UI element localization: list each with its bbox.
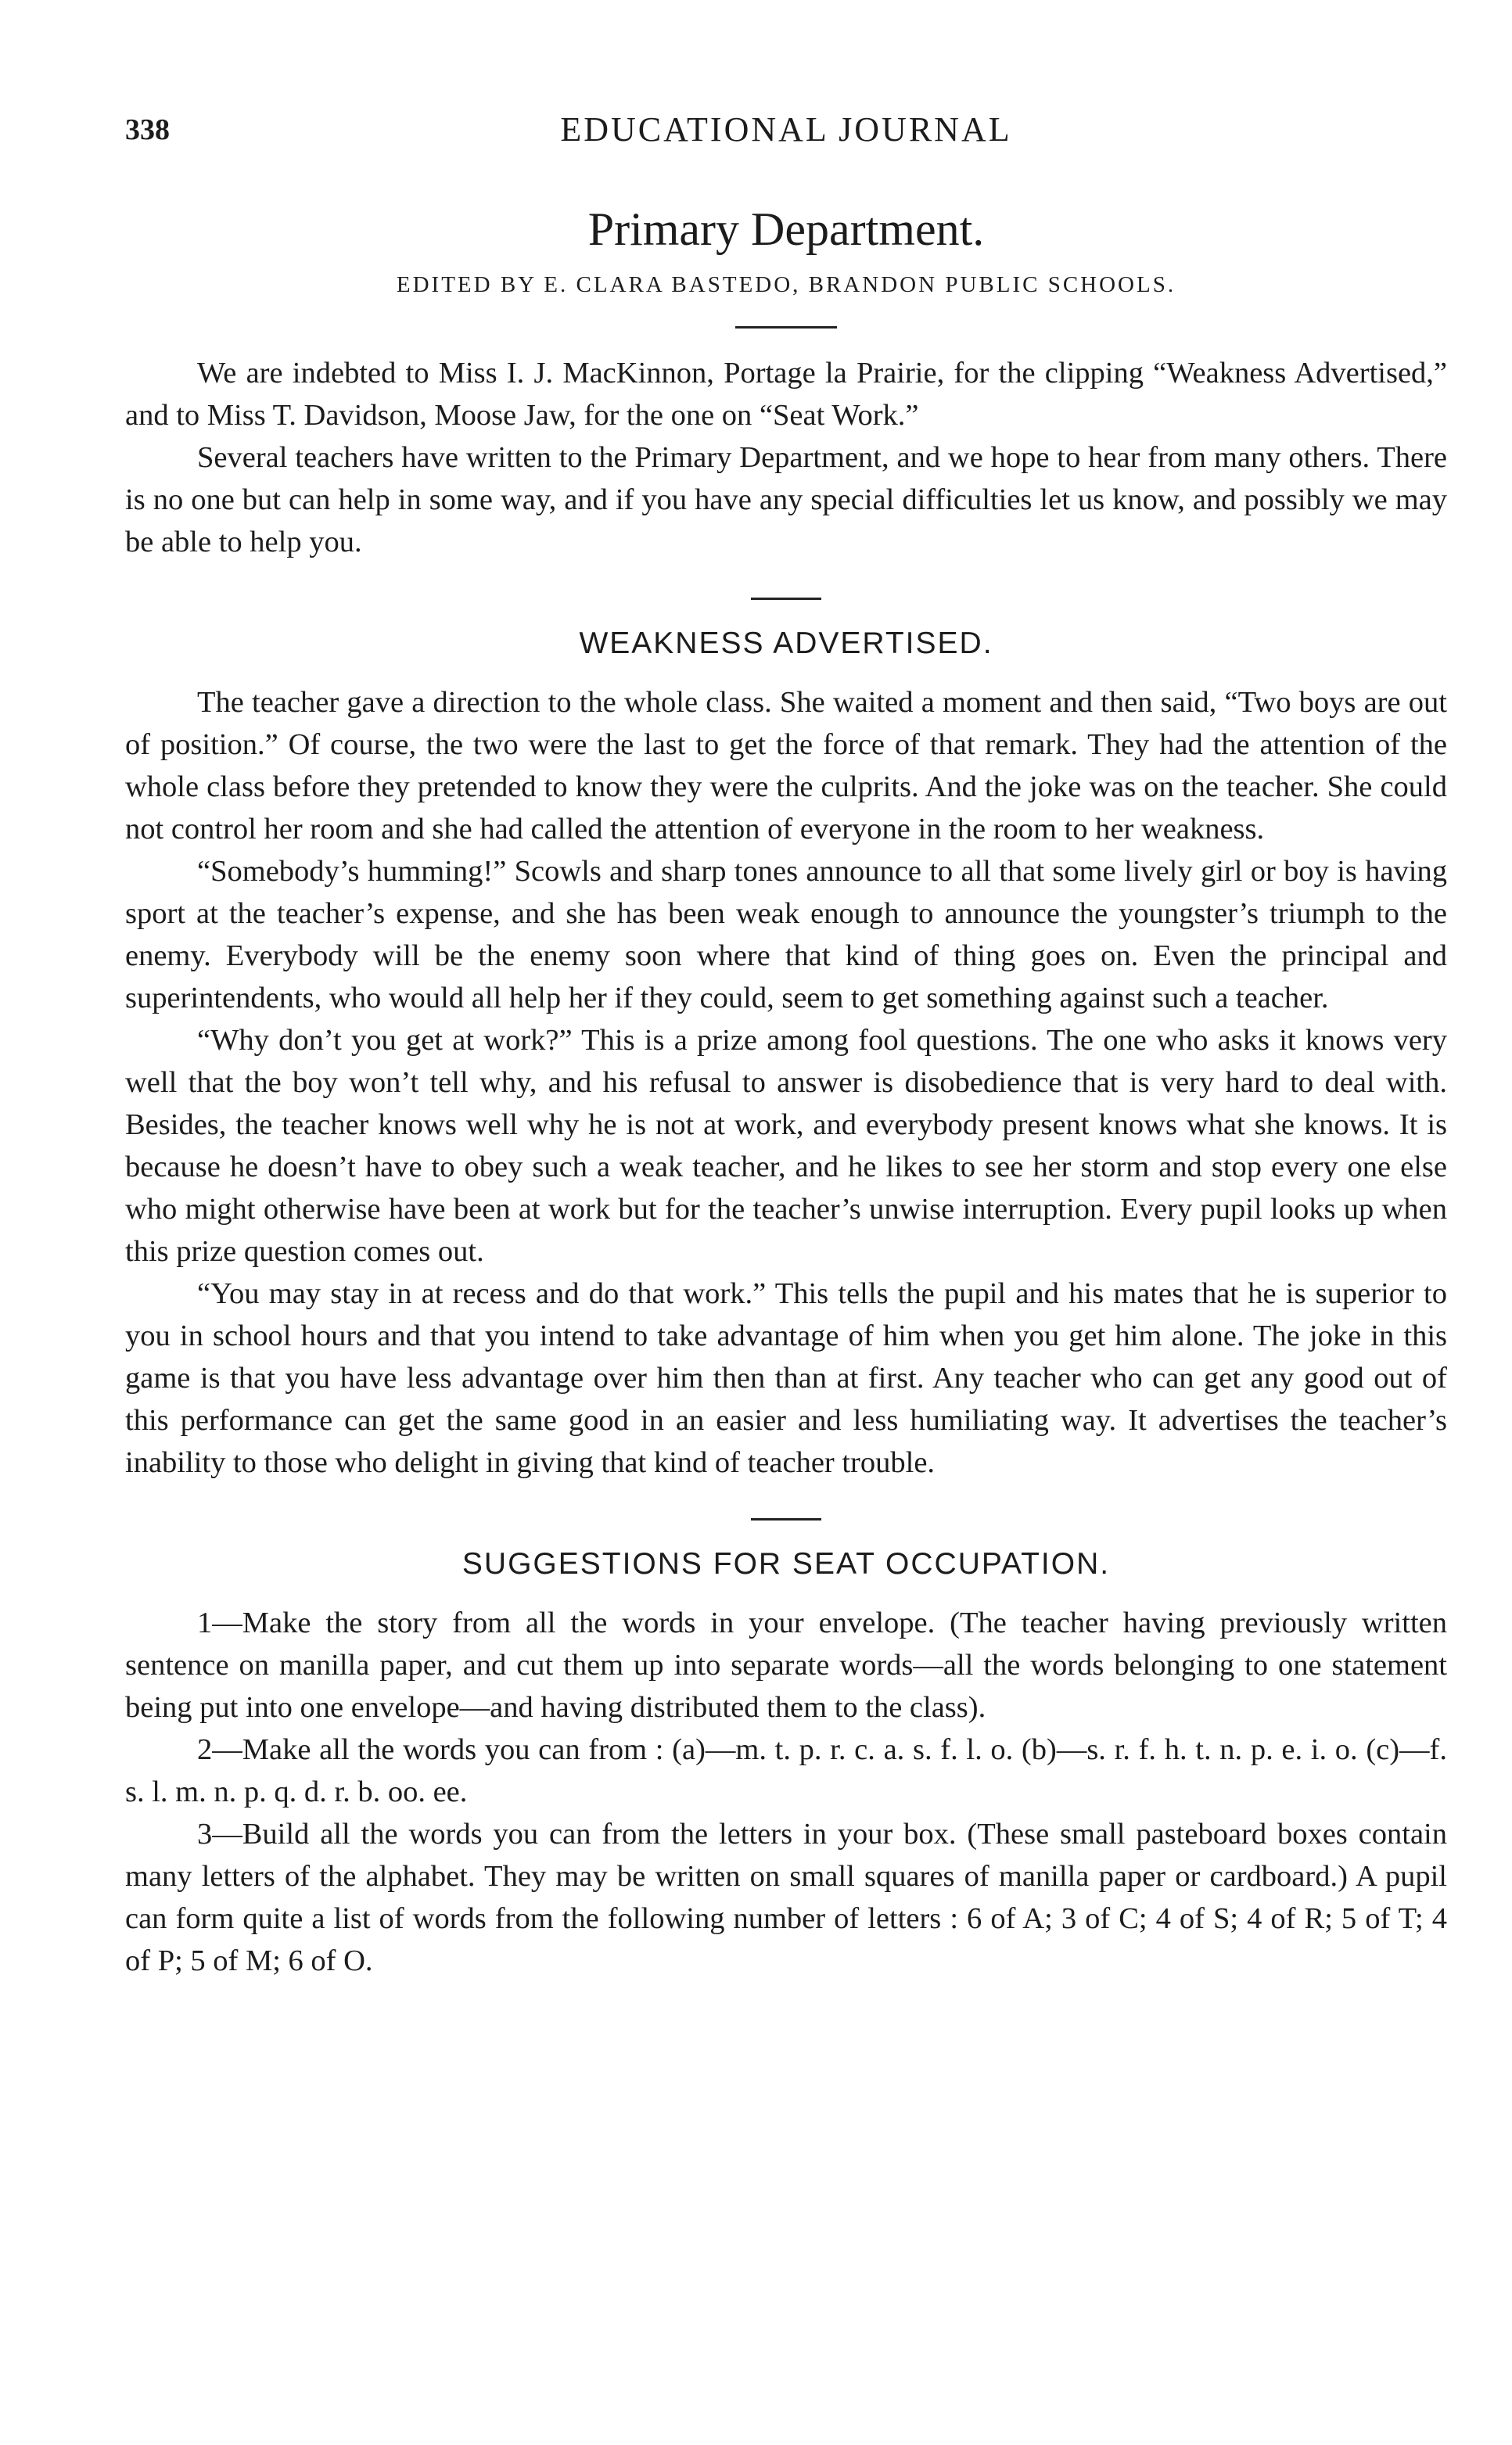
seat-occupation-section bbox=[125, 1547, 1447, 1982]
intro-paragraph: Several teachers have written to the Primary Department, and we hope to hear from many others. There is no one but can help in some way, and if you have any special difficulties let us know, and possibly we may be able to help you. bbox=[125, 441, 1447, 558]
journal-page bbox=[125, 102, 1447, 1982]
body-paragraph: “Somebody’s humming!” Scowls and sharp tones announce to all that some lively girl or boy is having sport at the teacher’s expense, and she has been weak enough to announce the youngster’s triumph to the enemy. Everybody will be the enemy soon where that kind of thing goes on. Even the principal and superintendents, who would all help her if they could, seem to get something against such a teacher. bbox=[125, 855, 1447, 1014]
department-title: Primary Department. bbox=[587, 203, 985, 255]
page-number: 338 bbox=[125, 113, 170, 146]
intro-paragraph: We are indebted to Miss I. J. MacKinnon, Portage la Prairie, for the clipping “Weakness Advertised,” and to Miss T. Davidson, Moose Jaw, for the one on “Seat Work.” bbox=[125, 357, 1447, 432]
numbered-suggestion: 1—Make the story from all the words in your envelope. (The teacher having previously written sentence on manilla paper, and cut them up into separate words—all the words belonging to one statement being put into one envelope—and having distributed them to the class). bbox=[125, 1607, 1447, 1724]
numbered-suggestion: 2—Make all the words you can from : (a)—m. t. p. r. c. a. s. f. l. o. (b)—s. r. f. h. t. n. p. e. i. o. (c)—f. s. l. m. n. p. q. d. r. b. oo. ee. bbox=[125, 1733, 1447, 1808]
section-heading-weakness: WEAKNESS ADVERTISED. bbox=[579, 627, 993, 660]
numbered-suggestion: 3—Build all the words you can from the letters in your box. (These small pasteboard boxes contain many letters of the alphabet. They may be written on small squares of manilla paper or cardboard.) A pupil can form quite a list of words from the following number of letters : 6 of A; 3 of C; 4 of S; 4 of R; 5 of T; 4 of P; 5 of M; 6 of O. bbox=[125, 1818, 1447, 1977]
divider-rule bbox=[751, 598, 821, 600]
divider-rule bbox=[751, 1518, 821, 1520]
body-paragraph: “You may stay in at recess and do that work.” This tells the pupil and his mates that he is superior to you in school hours and that you intend to take advantage of him when you get him alone. The joke in this game is that you have less advantage over him then than at first. Any teacher who can get any good out of this performance can get the same good in an easier and less humiliating way. It advertises the teacher’s inability to those who delight in giving that kind of teacher trouble. bbox=[125, 1277, 1447, 1479]
journal-title: EDUCATIONAL JOURNAL bbox=[560, 110, 1012, 149]
intro-section bbox=[125, 352, 1447, 563]
section-heading-seat-occupation: SUGGESTIONS FOR SEAT OCCUPATION. bbox=[462, 1547, 1111, 1581]
body-paragraph: “Why don’t you get at work?” This is a prize among fool questions. The one who asks it knows very well that the boy won’t tell why, and his refusal to answer is disobedience that is very hard to deal with. Besides, the teacher knows well why he is not at work, and everybody present knows what she knows. It is because he doesn’t have to obey such a weak teacher, and he likes to see her storm and stop every one else who might otherwise have been at work but for the teacher’s unwise interruption. Every pupil looks up when this prize question comes out. bbox=[125, 1024, 1447, 1268]
running-head bbox=[125, 102, 1447, 172]
body-paragraph: The teacher gave a direction to the whole class. She waited a moment and then said, “Two boys are out of position.” Of course, the two were the last to get the force of that remark. They had the attention of the whole class before they pretended to know they were the culprits. And the joke was on the teacher. She could not control her room and she had called the attention of everyone in the room to her weakness. bbox=[125, 686, 1447, 846]
divider-rule bbox=[735, 326, 837, 329]
weakness-section bbox=[125, 627, 1447, 1484]
department-byline: EDITED BY E. CLARA BASTEDO, BRANDON PUBLIC SCHOOLS. bbox=[396, 272, 1176, 297]
